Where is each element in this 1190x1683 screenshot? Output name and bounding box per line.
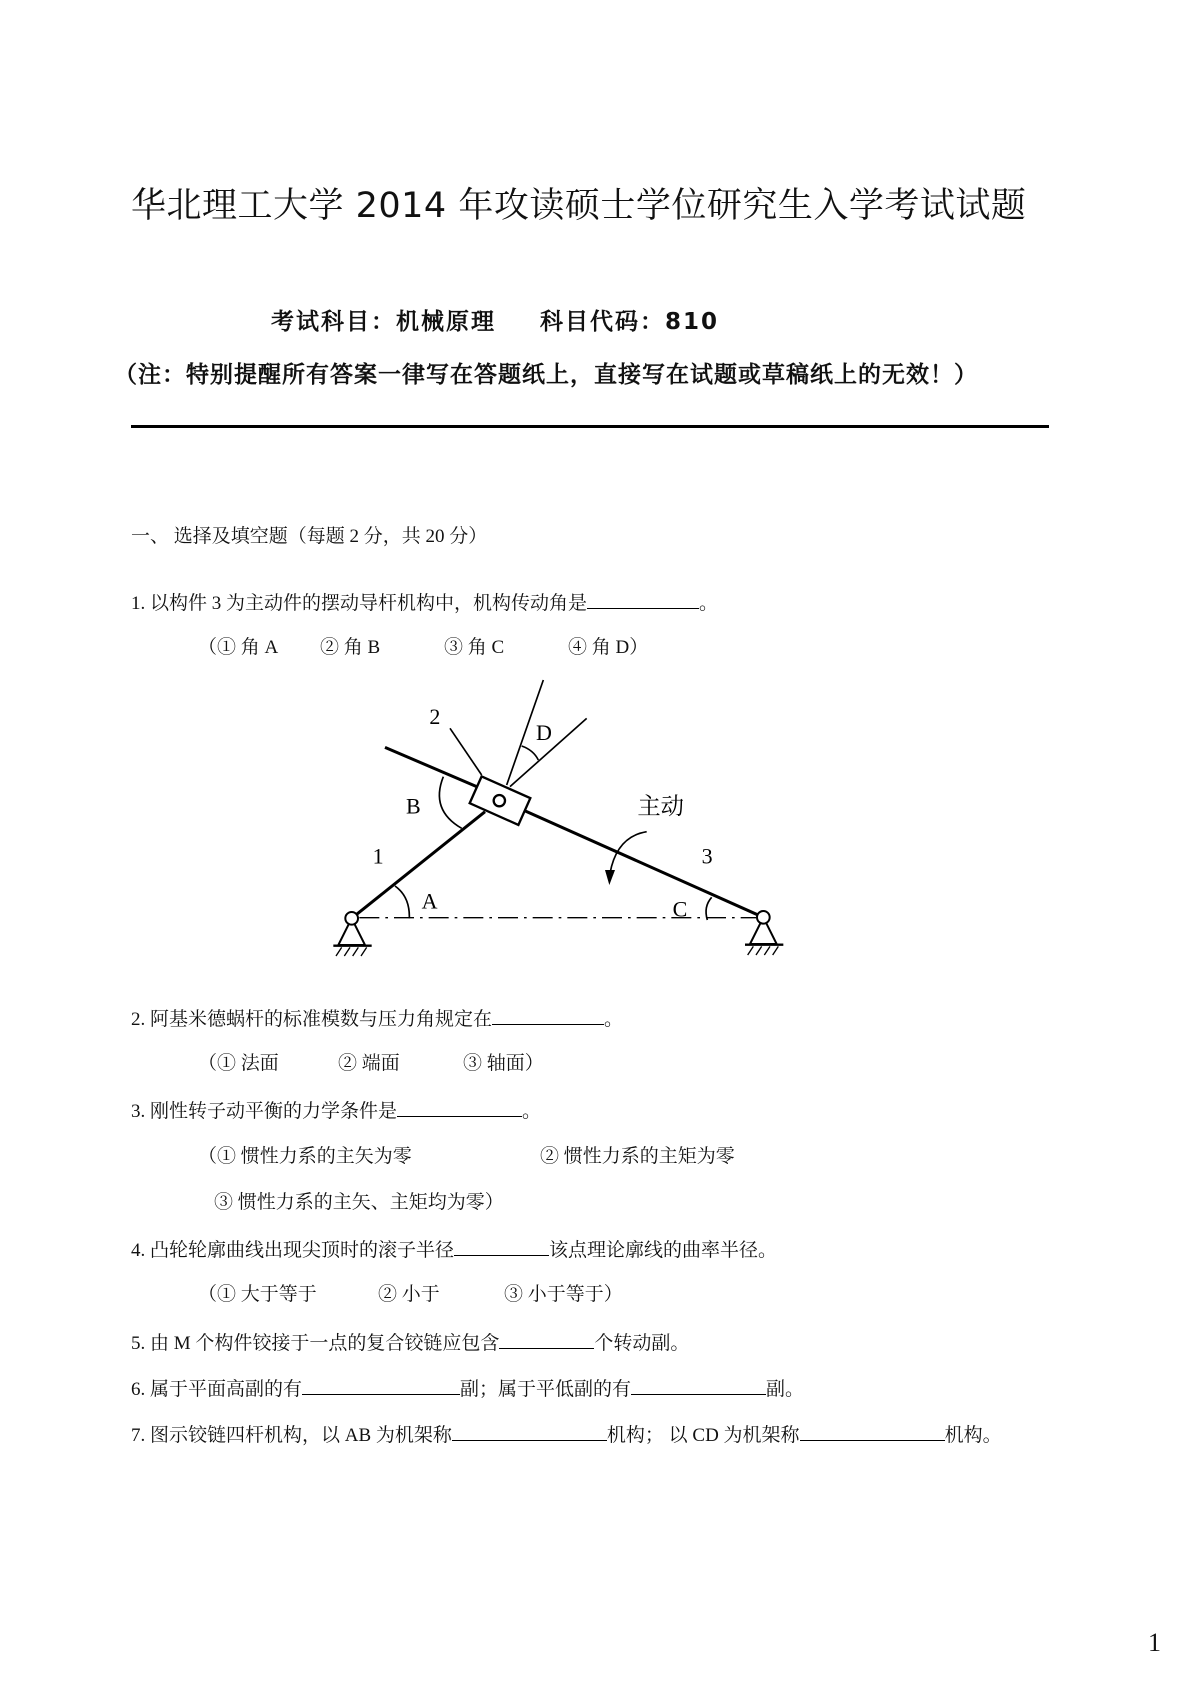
label-link-1: 1 [372,843,384,869]
question-1 [131,590,718,616]
subject-line [271,303,719,336]
question-text: 7. 图示铰链四杆机构，以 AB 为机架称 [131,1425,452,1446]
question-text-end: 该点理论廓线的曲率半径。 [549,1240,778,1261]
answer-blank [397,1098,522,1117]
question-1-options [198,636,648,660]
label-angle-d: D [536,720,552,745]
question-text-end: 。 [522,1101,542,1122]
angle-d-arc [522,746,539,760]
section-heading: 一、 选择及填空题（每题 2 分，共 20 分） [131,526,488,547]
option: ② 惯性力系的主矩为零 [540,1146,735,1167]
driving-arrowhead [605,870,615,885]
link-1 [352,812,485,919]
option: ② 小于 [378,1284,440,1305]
link-3-upper [385,747,477,786]
answer-blank [587,590,699,609]
answer-blank [499,1330,594,1349]
divider-rule [131,425,1049,428]
exam-note: （注：特别提醒所有答案一律写在答题纸上，直接写在试题或草稿纸上的无效！） [114,362,978,388]
question-text: 1. 以构件 3 为主动件的摆动导杆机构中，机构传动角是 [131,593,588,614]
question-3-options [198,1145,735,1169]
question-5 [131,1330,689,1356]
page-number: 1 [1148,1628,1161,1657]
question-4 [131,1237,777,1263]
question-text: 3. 刚性转子动平衡的力学条件是 [131,1101,398,1122]
question-text: 5. 由 M 个构件铰接于一点的复合铰链应包含 [131,1333,500,1354]
question-6 [131,1376,804,1402]
answer-blank [492,1006,604,1025]
question-text-mid: 副；属于平低副的有 [460,1379,632,1400]
label-2-leader [450,728,482,775]
question-4-options [198,1283,623,1307]
guide-bar-mechanism-diagram [300,660,860,980]
question-text: 4. 凸轮轮廓曲线出现尖顶时的滚子半径 [131,1240,455,1261]
left-ground-support [333,912,371,956]
label-angle-b: B [406,793,421,819]
question-text-end: 副。 [766,1379,805,1400]
angle-c-arc [706,897,712,920]
option: ④ 角 D） [568,637,649,658]
question-text-end: 。 [604,1009,624,1030]
label-driving: 主动 [637,794,684,820]
question-text-end: 。 [699,593,719,614]
label-angle-c: C [672,896,688,922]
option: ② 端面 [338,1053,400,1074]
answer-blank [454,1237,549,1256]
question-2 [131,1006,623,1032]
question-2-options [198,1052,544,1076]
label-angle-a: A [421,888,438,914]
subject-code: 科目代码：810 [540,309,720,335]
answer-blank [452,1422,607,1441]
question-text-mid: 机构； 以 CD 为机架称 [606,1425,800,1446]
question-text: 2. 阿基米德蜗杆的标准模数与压力角规定在 [131,1009,493,1030]
link-3-lower [522,809,764,917]
question-7 [131,1422,1002,1448]
question-text-end: 个转动副。 [594,1333,690,1354]
answer-blank [631,1376,766,1395]
angle-b-arc [439,777,461,829]
option: ③ 角 C [444,637,505,658]
answer-blank [800,1422,945,1441]
label-link-2: 2 [429,704,441,729]
exam-title: 华北理工大学 2014 年攻读硕士学位研究生入学考试试题 [131,186,1027,226]
answer-blank [302,1376,460,1395]
option: ③ 小于等于） [504,1284,623,1305]
label-link-3: 3 [701,843,713,869]
question-3-option-3: ③ 惯性力系的主矢、主矩均为零） [214,1192,504,1213]
option: （① 法面 [198,1053,279,1074]
question-text: 6. 属于平面高副的有 [131,1379,303,1400]
option: ② 角 B [320,637,381,658]
angle-a-arc [395,886,409,918]
option: （① 惯性力系的主矢为零 [198,1146,412,1167]
option: （① 大于等于 [198,1284,317,1305]
slider-pin [494,795,505,806]
question-3 [131,1098,541,1124]
subject-label: 考试科目：机械原理 [271,309,496,335]
option: （① 角 A [198,637,279,658]
option: ③ 轴面） [463,1053,544,1074]
question-text-end: 机构。 [944,1425,1002,1446]
